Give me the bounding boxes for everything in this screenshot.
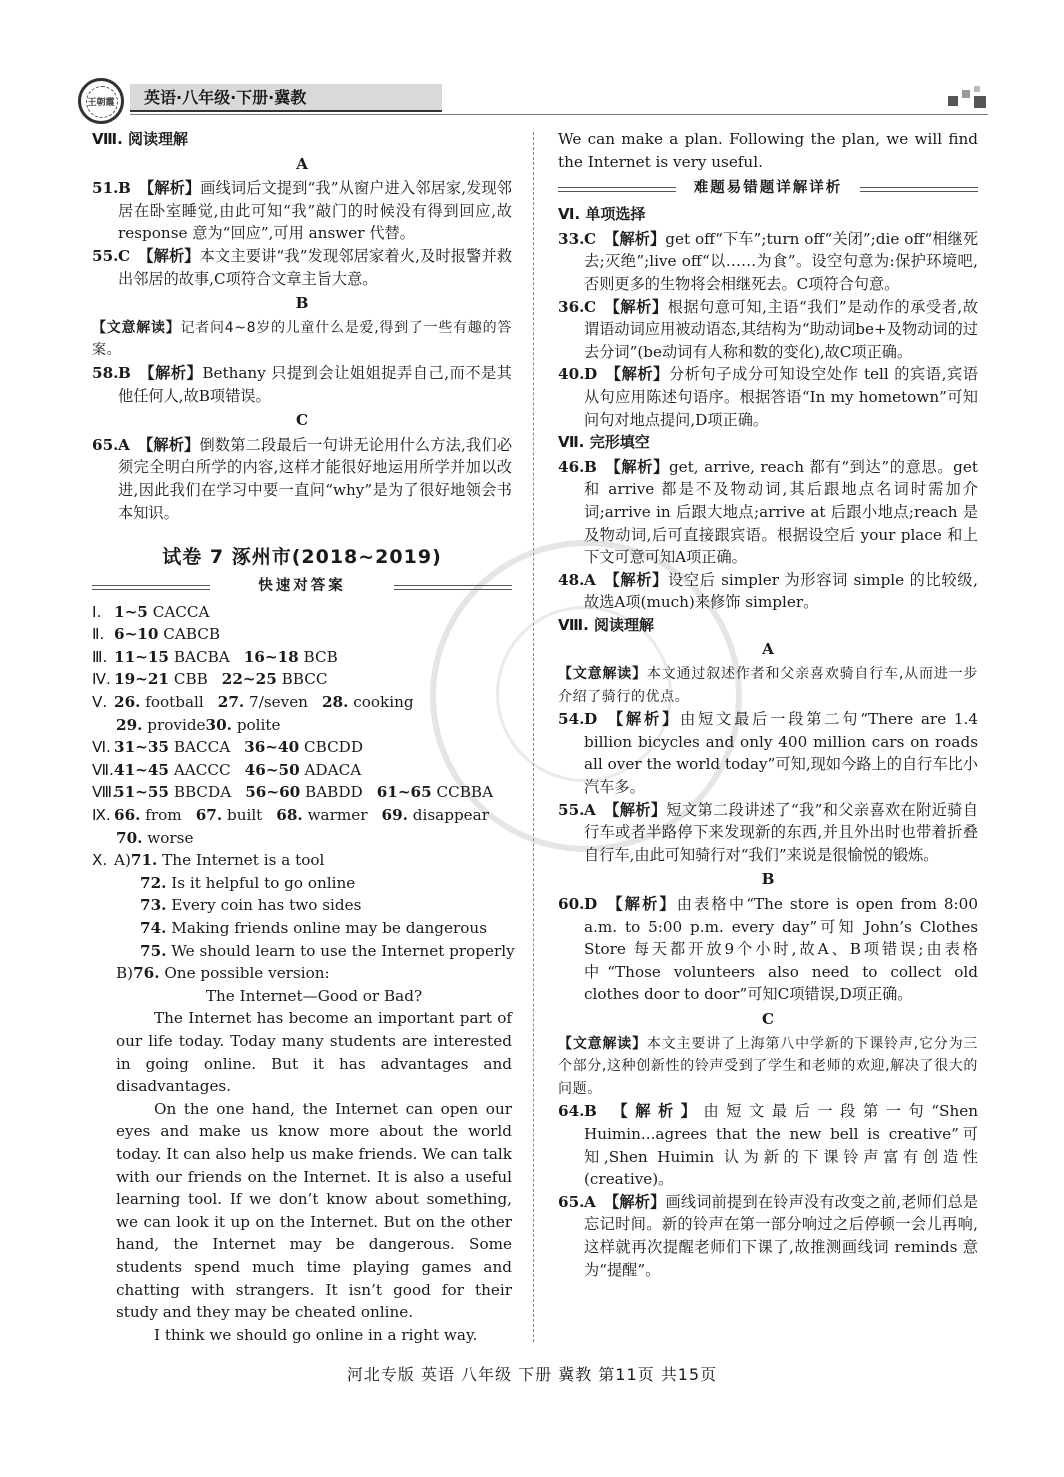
answer-row: Ⅴ. 26. football 27. 7/seven 28. cooking <box>92 693 414 712</box>
section-title: Ⅶ. 完形填空 <box>558 433 650 452</box>
question-item: 65. A 【解析】倒数第二段最后一句讲无论用什么方法,我们必须完全明白所学的内容,这样才能很好地运用所学并加以改进,因此我们在学习中要一直问“why”是为了很好地领会书本知识。 <box>92 435 513 522</box>
essay-continuation: We can make a plan. Following the plan, we will find the Internet is very useful. <box>558 130 978 171</box>
question-item: 46. B 【解析】get, arrive, reach 都有“到达”的意思。get 和 arrive 都是不及物动词,其后跟地点名词时需加介词;arrive in 后跟大地点;arrive at 后跟小地点;reach 是及物动词,后可直接跟宾语。根据设空后 your place 和上下文可意可知A项正确。 <box>558 457 978 567</box>
question-item: 48. A 【解析】设空后 simpler 为形容词 simple 的比较级,故选A项(much)来修饰 simpler。 <box>558 570 978 612</box>
page-footer: 河北专版 英语 八年级 下册 冀教 第11页 共15页 <box>346 1365 718 1384</box>
right-column <box>558 128 978 1281</box>
question-item: 60. D 【解析】由表格中“The store is open from 8:00 a.m. to 5:00 p.m. every day”可知 John’s Clothes Store 每天都开放9个小时,故A、B项错误;由表格中“Those volunteers also need to collect old clothes door to door”可知C项错误,D项正确。 <box>558 895 978 1004</box>
answer-row: Ⅸ. 66. from 67. built 68. warmer 69. disappear <box>92 806 489 825</box>
page-header <box>78 78 988 126</box>
corner-decoration-icon <box>948 86 988 110</box>
answer-row: Ⅷ.51~55 BBCDA 56~60 BABDD 61~65 CCBBA <box>92 783 494 802</box>
answer-row: Ⅵ. 31~35 BACCA 36~40 CBCDD <box>92 738 364 757</box>
paper-title: 试卷 7 涿州市(2018~2019) <box>162 546 442 569</box>
passage-letter: A <box>762 640 774 659</box>
question-item: 58. B 【解析】Bethany 只提到会让姐姐捉弄自己,而不是其他任何人,故B项错误。 <box>92 363 512 405</box>
column-divider <box>533 132 534 1342</box>
passage-letter: C <box>761 1009 775 1028</box>
left-column <box>92 128 515 1346</box>
book-title: 英语·八年级·下册·冀教 <box>130 84 442 112</box>
question-item: 51. B 【解析】画线词后文提到“我”从窗户进入邻居家,发现邻居在卧室睡觉,由此可知“我”敲门的时候没有得到回应,故 response 意为“回应”,可用 answer 代替。 <box>92 179 512 243</box>
question-item: 40. D 【解析】分析句子成分可知设空处作 tell 的宾语,宾语从句应用陈述句语序。根据答语“In my hometown”可知问句对地点提问,D项正确。 <box>558 365 978 429</box>
answer-row: Ⅹ. A)71. The Internet is a tool <box>92 851 325 870</box>
question-item: 54. D 【解析】由短文最后一段第二句“There are 1.4 billion bicycles and only 400 million cars on roads all over the world today”可知,现如今路上的自行车比小汽车多。 <box>558 710 978 797</box>
answer-row: B)76. One possible version: <box>116 964 330 983</box>
question-item: 33. C 【解析】get off“下车”;turn off“关闭”;die off“相继死去;灭绝”;live off“以……为食”。设空句意为:保护环境吧,否则更多的生物将会相继死去。C项符合句意。 <box>558 229 979 293</box>
answer-row: 75. We should learn to use the Internet properly <box>140 941 515 960</box>
section-title: Ⅷ. 阅读理解 <box>92 130 189 148</box>
answer-row: 72. Is it helpful to go online <box>140 873 356 892</box>
publisher-logo: 王朝霞 <box>78 78 124 124</box>
essay-paragraph: I think we should go online in a right way. <box>154 1325 478 1344</box>
essay-title: The Internet—Good or Bad? <box>205 986 423 1005</box>
answer-row: 74. Making friends online may be dangerous <box>140 919 487 937</box>
question-item: 36. C 【解析】根据句意可知,主语“我们”是动作的承受者,故谓语动词应用被动语态,其结构为“助动词be+及物动词的过去分词”(be动词有人称和数的变化),故C项正确。 <box>558 297 979 361</box>
answer-row: Ⅶ.41~45 AACCC 46~50 ADACA <box>92 760 362 779</box>
answer-row: Ⅲ. 11~15 BACBA 16~18 BCB <box>92 647 338 666</box>
passage-summary: 【文意解读】记者问4~8岁的儿童什么是爱,得到了一些有趣的答案。 <box>92 319 512 359</box>
header-rule <box>130 114 988 115</box>
passage-summary: 【文意解读】本文主要讲了上海第八中学新的下课铃声,它分为三个部分,这种创新性的铃声受到了学生和老师的欢迎,解决了很大的问题。 <box>558 1035 978 1097</box>
answer-row: 29. provide30. polite <box>116 715 281 734</box>
section-title: Ⅷ. 阅读理解 <box>558 615 655 634</box>
question-item: 55. C 【解析】本文主要讲“我”发现邻居家着火,及时报警并救出邻居的故事,C项符合文章主旨大意。 <box>92 246 513 288</box>
passage-letter: A <box>296 154 308 173</box>
answer-row: 70. worse <box>116 828 194 847</box>
section-band: 快速对答案 <box>92 575 512 597</box>
passage-letter: B <box>761 870 775 889</box>
answer-row: Ⅳ. 19~21 CBB 22~25 BBCC <box>92 670 328 689</box>
answer-row: Ⅱ. 6~10 CABCB <box>92 625 221 644</box>
question-item: 55. A 【解析】短文第二段讲述了“我”和父亲喜欢在附近骑自行车或者半路停下来发现新的东西,并且外出时也带着折叠自行车,由此可知骑行对“我们”来说是很愉悦的锻炼。 <box>558 800 979 864</box>
passage-letter: B <box>295 294 309 313</box>
section-title: Ⅵ. 单项选择 <box>558 205 646 224</box>
sample-essay <box>92 985 512 1347</box>
answer-row: Ⅰ. 1~5 CACCA <box>92 602 210 621</box>
essay-paragraph: The Internet has become an important part of our life today. Today many students are interested in going online. But it has advantages and disadvantages. <box>116 1009 512 1096</box>
answer-row: 73. Every coin has two sides <box>140 896 362 915</box>
passage-summary: 【文意解读】本文通过叙述作者和父亲喜欢骑自行车,从而进一步介绍了骑行的优点。 <box>558 666 978 705</box>
passage-letter: C <box>295 411 309 430</box>
section-band: 难题易错题详解详析 <box>558 177 978 199</box>
question-item: 65. A 【解析】画线词前提到在铃声没有改变之前,老师们总是忘记时间。新的铃声在第一部分响过之后停顿一会儿再响,这样就再次提醒老师们下课了,故推测画线词 reminds 意为“提醒”。 <box>558 1192 979 1279</box>
essay-paragraph: On the one hand, the Internet can open our eyes and make us know more about the world today. It can also help us make friends. We can talk with our friends on the Internet. It is also a useful learning tool. If we don’t know about something, we can look it up on the Internet. But on the other hand, the Internet may be dangerous. Some students spend much time playing games and chatting with strangers. It isn’t good for their study and they may be cheated online. <box>116 1099 512 1322</box>
question-item: 64. B 【解析】由短文最后一段第一句“Shen Huimin...agrees that the new bell is creative”可知,Shen Huimin 认为新的下课铃声富有创造性(creative)。 <box>558 1102 978 1189</box>
